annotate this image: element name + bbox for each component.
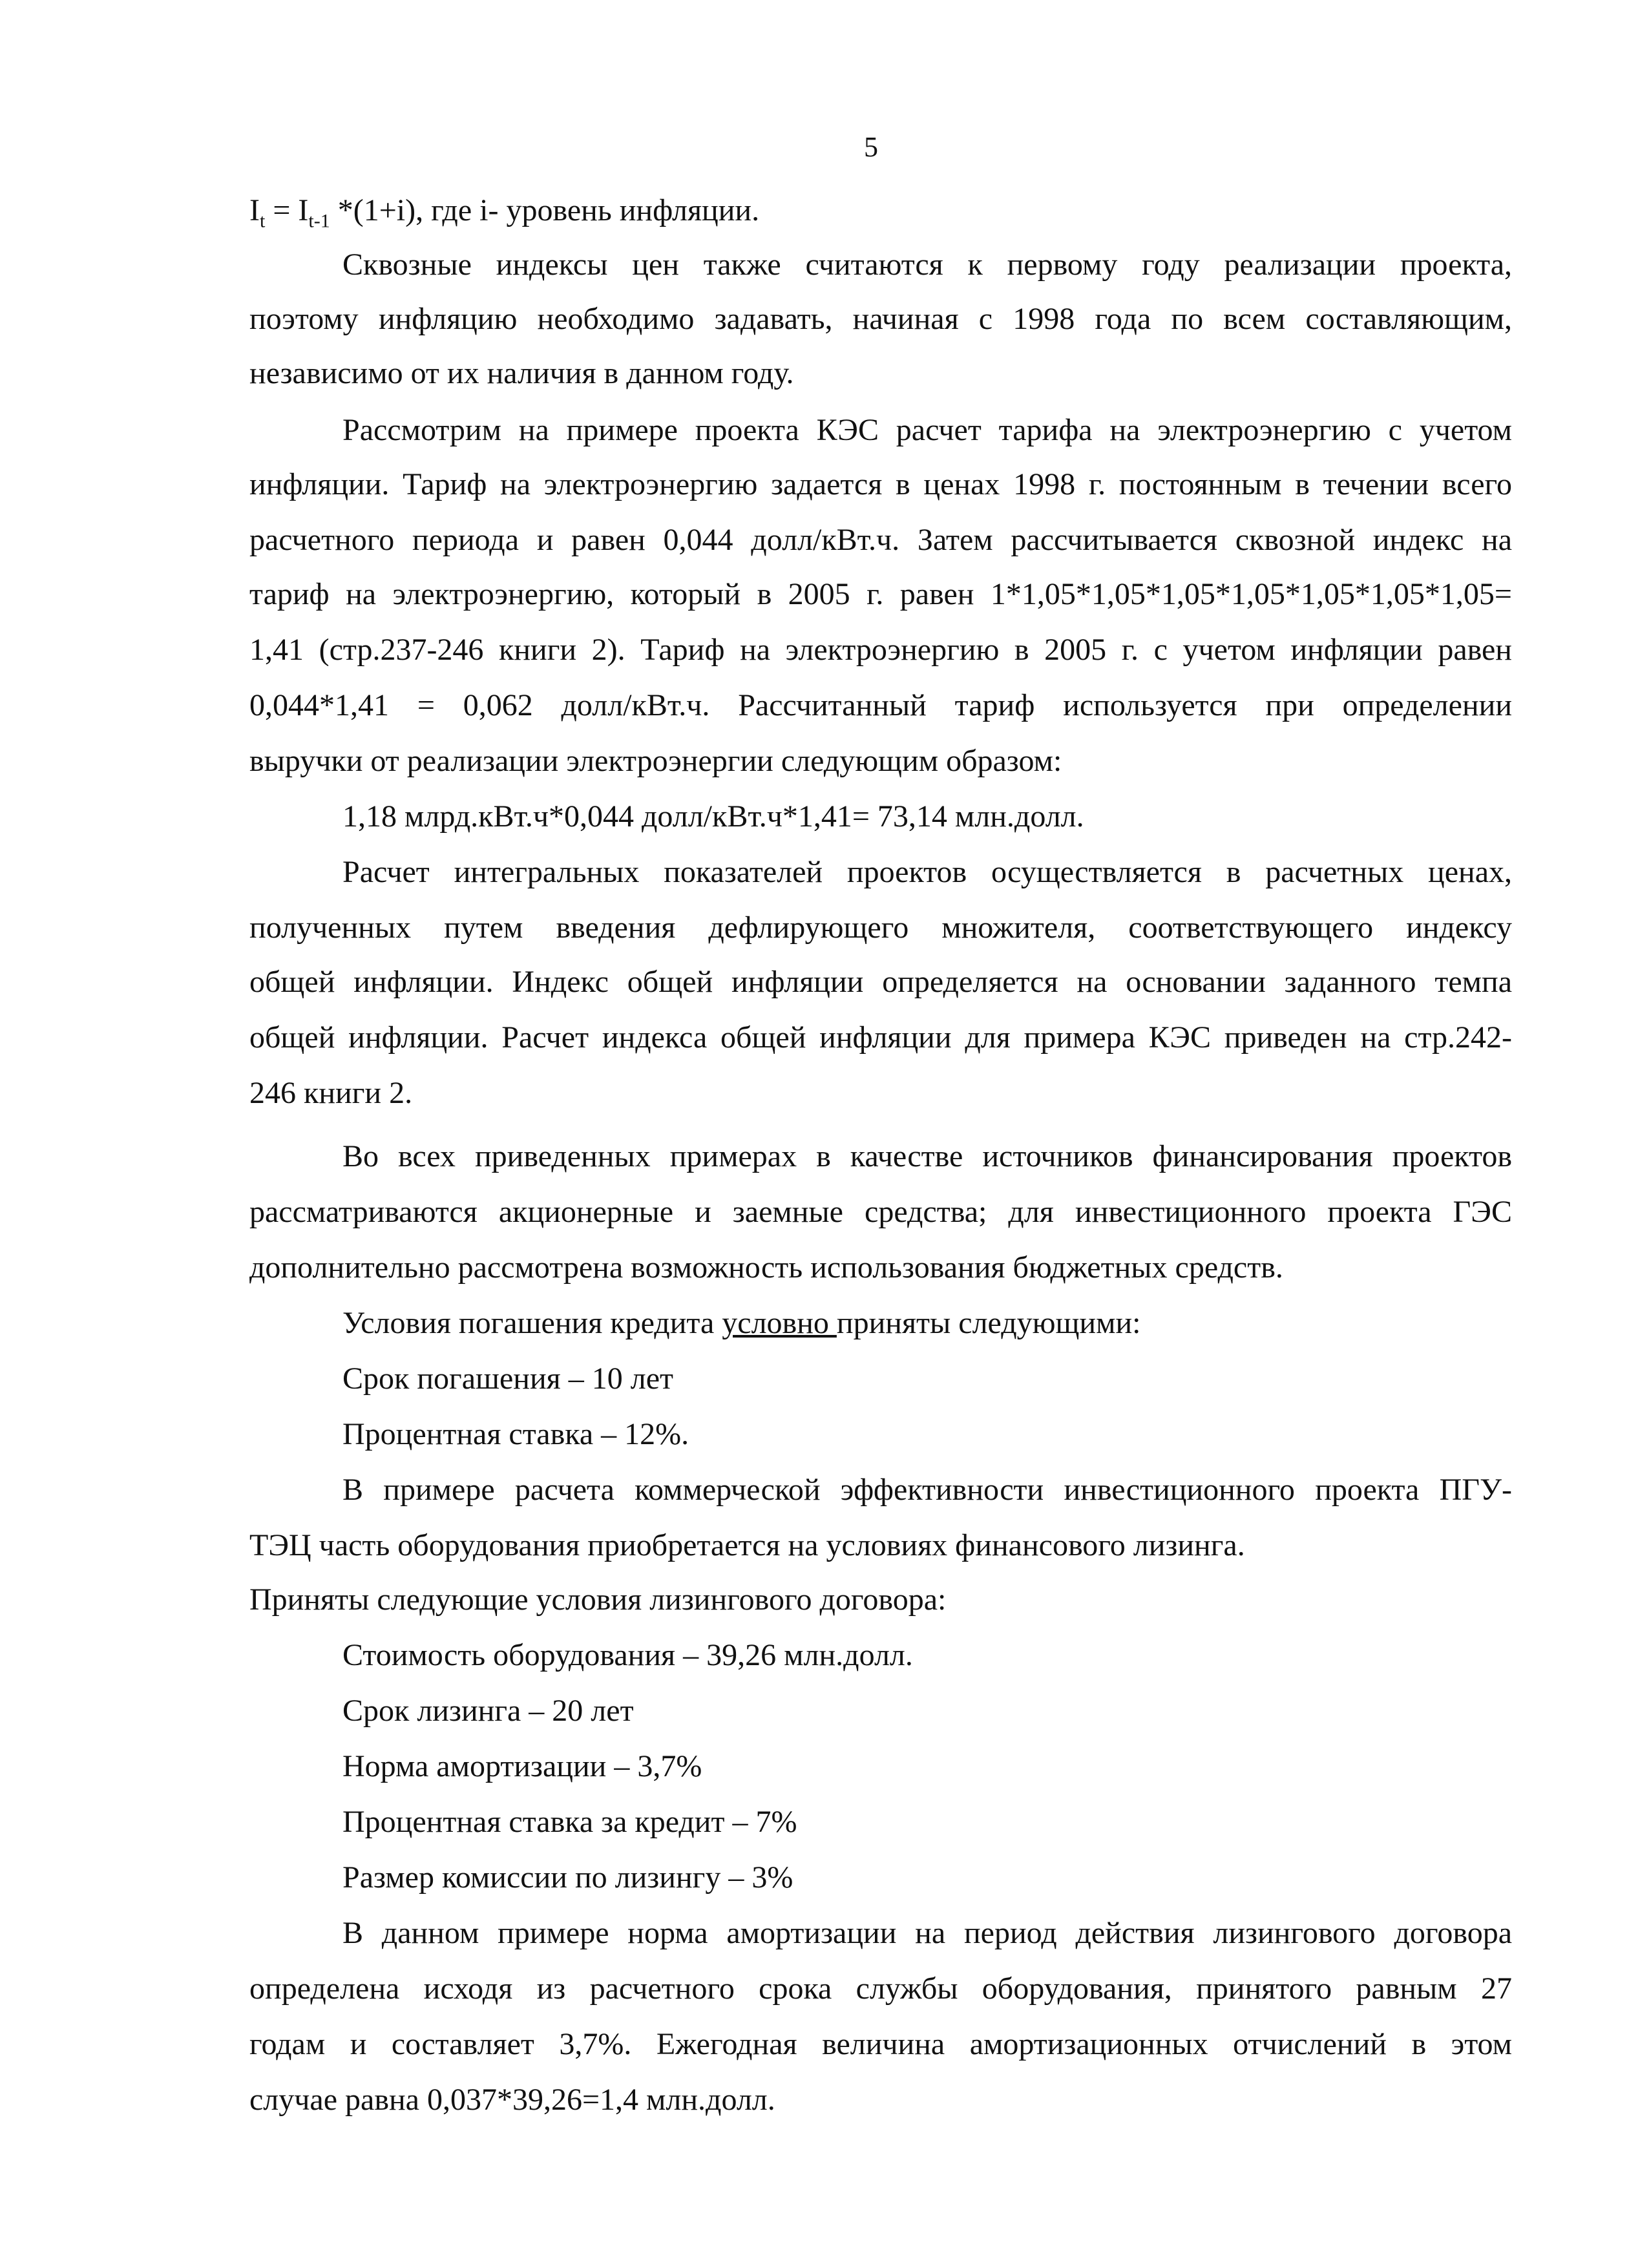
paragraph-4-line-2: рассматриваются акционерные и заемные средства; для инвестиционного проекта ГЭС <box>249 1195 1512 1229</box>
credit-rate: Процентная ставка – 12%. <box>342 1417 689 1451</box>
leasing-commission: Размер комиссии по лизингу – 3% <box>342 1860 793 1895</box>
paragraph-3-line-4: общей инфляции. Расчет индекса общей инфляции для примера КЭС приведен на стр.242- <box>249 1020 1512 1055</box>
paragraph-1-line-3: независимо от их наличия в данном году. <box>249 356 794 390</box>
paragraph-1-line-2: поэтому инфляцию необходимо задавать, начиная с 1998 года по всем составляющим, <box>249 302 1512 336</box>
paragraph-2-line-3: расчетного периода и равен 0,044 долл/кВт.ч. Затем рассчитывается сквозной индекс на <box>249 523 1512 557</box>
paragraph-2-line-6: 0,044*1,41 = 0,062 долл/кВт.ч. Рассчитанный тариф используется при определении <box>249 688 1512 722</box>
paragraph-2-line-5: 1,41 (стр.237-246 книги 2). Тариф на электроэнергию в 2005 г. с учетом инфляции равен <box>249 633 1512 667</box>
paragraph-5-line-1: В примере расчета коммерческой эффективности инвестиционного проекта ПГУ- <box>342 1473 1512 1507</box>
paragraph-3-line-3: общей инфляции. Индекс общей инфляции определяется на основании заданного темпа <box>249 965 1512 999</box>
paragraph-2-line-1: Рассмотрим на примере проекта КЭС расчет тарифа на электроэнергию с учетом <box>342 413 1512 447</box>
leasing-depreciation-rate: Норма амортизации – 3,7% <box>342 1749 702 1783</box>
paragraph-2-line-4: тариф на электроэнергию, который в 2005 г. равен 1*1,05*1,05*1,05*1,05*1,05*1,05*1,05= <box>249 577 1512 611</box>
leasing-equipment-cost: Стоимость оборудования – 39,26 млн.долл. <box>342 1638 913 1672</box>
paragraph-6-line-3: годам и составляет 3,7%. Ежегодная величина амортизационных отчислений в этом <box>249 2027 1512 2061</box>
leasing-term: Срок лизинга – 20 лет <box>342 1694 634 1728</box>
leasing-conditions-intro: Приняты следующие условия лизингового договора: <box>249 1582 947 1617</box>
inflation-formula: $I_t = I_{t-1}$ *(1+i), где i- уровень инфляции. <box>249 193 760 232</box>
page-number: 5 <box>864 131 878 163</box>
paragraph-6-line-2: определена исходя из расчетного срока службы оборудования, принятого равным 27 <box>249 1971 1512 2006</box>
paragraph-3-line-2: полученных путем введения дефлирующего множителя, соответствующего индексу <box>249 910 1512 945</box>
paragraph-2-line-2: инфляции. Тариф на электроэнергию задается в ценах 1998 г. постоянным в течении всего <box>249 467 1512 501</box>
paragraph-5-line-2: ТЭЦ часть оборудования приобретается на условиях финансового лизинга. <box>249 1528 1245 1562</box>
paragraph-3-line-5: 246 книги 2. <box>249 1076 413 1110</box>
paragraph-6-line-4: случае равна 0,037*39,26=1,4 млн.долл. <box>249 2083 775 2117</box>
credit-conditions-intro: Условия погашения кредита условно приняты следующими: <box>342 1306 1141 1340</box>
credit-term: Срок погашения – 10 лет <box>342 1361 673 1396</box>
paragraph-4-line-1: Во всех приведенных примерах в качестве источников финансирования проектов <box>342 1139 1512 1173</box>
paragraph-2-line-7: выручки от реализации электроэнергии следующим образом: <box>249 744 1062 778</box>
paragraph-1-line-1: Сквозные индексы цен также считаются к первому году реализации проекта, <box>342 247 1512 282</box>
revenue-calculation: 1,18 млрд.кВт.ч*0,044 долл/кВт.ч*1,41= 73,14 млн.долл. <box>342 799 1084 834</box>
paragraph-3-line-1: Расчет интегральных показателей проектов осуществляется в расчетных ценах, <box>342 855 1512 889</box>
leasing-credit-rate: Процентная ставка за кредит – 7% <box>342 1805 797 1839</box>
paragraph-6-line-1: В данном примере норма амортизации на период действия лизингового договора <box>342 1916 1512 1950</box>
paragraph-4-line-3: дополнительно рассмотрена возможность использования бюджетных средств. <box>249 1250 1283 1285</box>
